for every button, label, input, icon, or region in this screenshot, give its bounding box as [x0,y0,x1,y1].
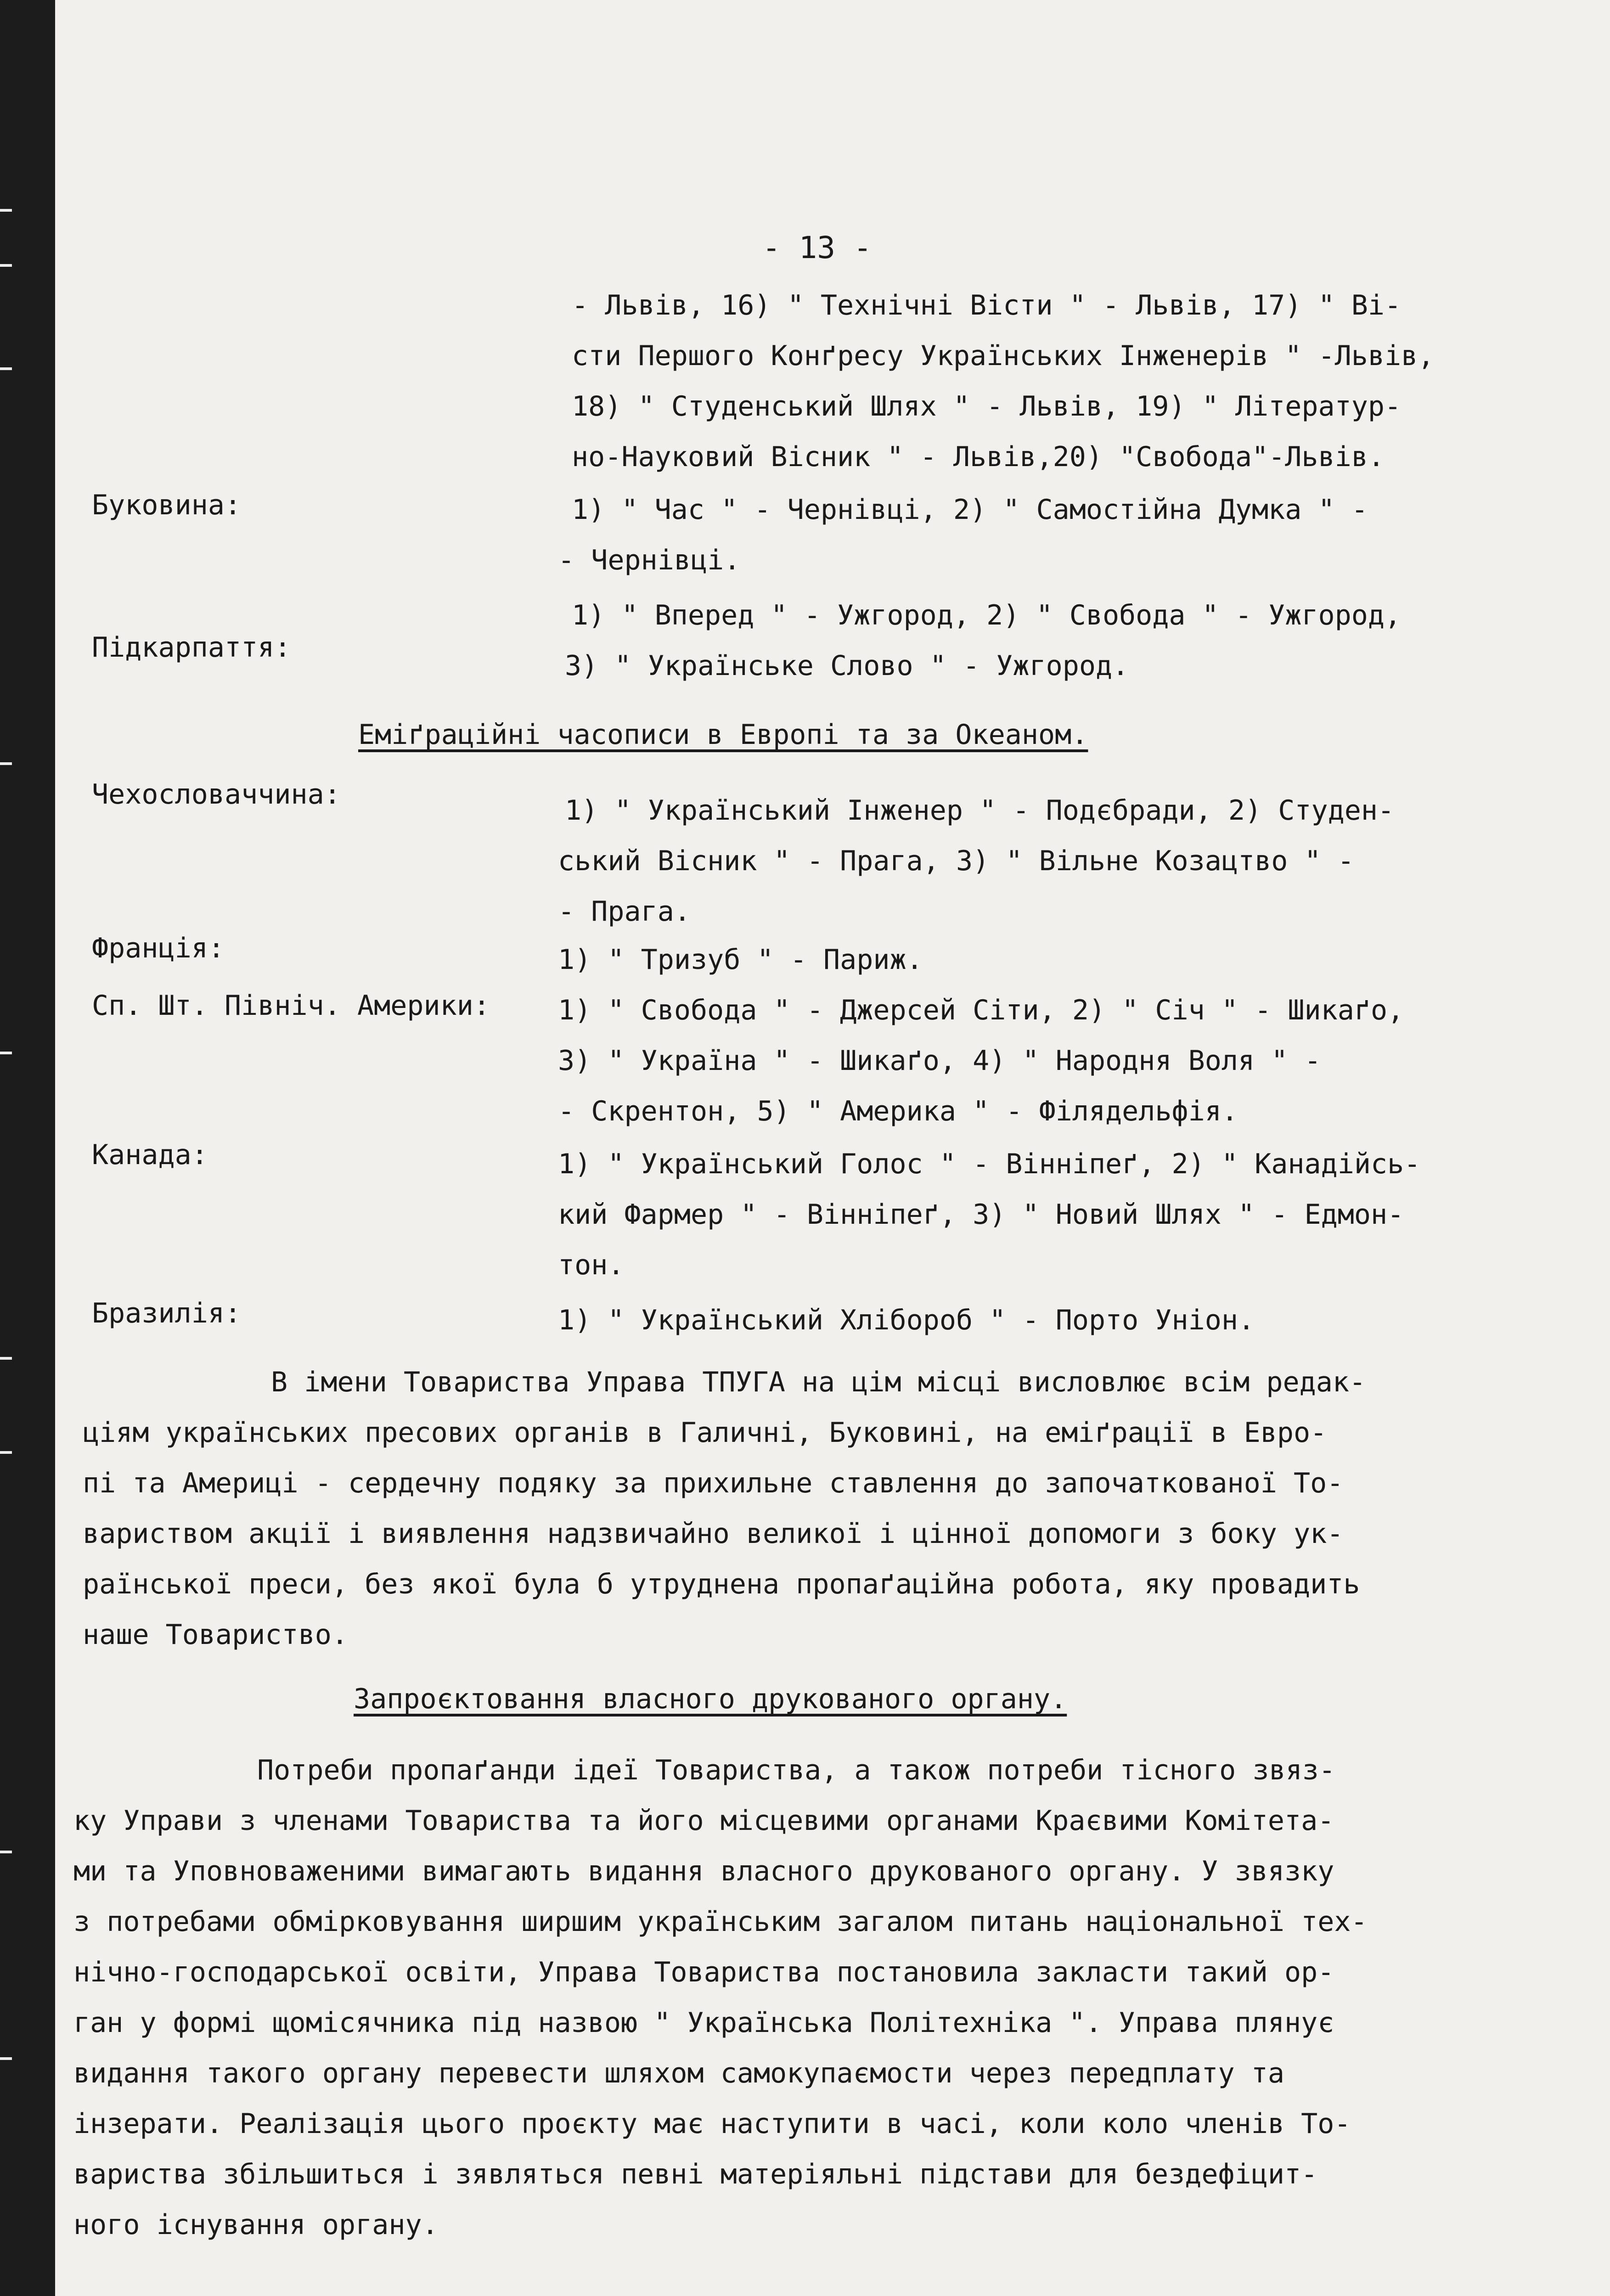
text-line: ський Вісник " - Прага, 3) " Вільне Козацтво " - [558,845,1354,877]
text-line: 1) " Свобода " - Джерсей Сіти, 2) " Січ " - Шикаґо, [558,994,1404,1026]
paragraph-line: Потреби пропаґанди ідеї Товариства, а також потреби тісного звяз- [257,1754,1335,1786]
edge-mark [0,367,12,370]
paragraph-line: з потребами обмірковування ширшим українським загалом питань національної тех- [73,1906,1368,1938]
country-label-france: Франція: [92,932,225,964]
text-line: 18) " Студенський Шлях " - Львів, 19) " Літератур- [572,390,1402,422]
paragraph-line: видання такого органу перевести шляхом самокупаємости через передплату та [73,2057,1284,2089]
edge-mark [0,1052,12,1054]
country-label-canada: Канада: [92,1139,208,1171]
edge-mark [0,2057,12,2060]
text-line: кий Фармер " - Вінніпеґ, 3) " Новий Шлях " - Едмон- [558,1199,1404,1231]
paragraph-line: наше Товариство. [83,1619,348,1651]
text-line: 1) " Український Хлібороб " - Порто Уніон. [558,1304,1255,1336]
paragraph-line: ми та Уповноваженими вимагають видання власного друкованого органу. У звязку [73,1855,1334,1887]
text-line: 1) " Час " - Чернівці, 2) " Самостійна Думка " - [572,494,1368,526]
text-line: 1) " Вперед " - Ужгород, 2) " Свобода " - Ужгород, [572,599,1402,631]
text-line: - Прага. [558,895,691,928]
text-line: 3) " Україна " - Шикаґо, 4) " Народня Воля " - [558,1045,1321,1077]
country-label-czechoslovakia: Чехословаччина: [92,778,341,810]
page-number: - 13 - [762,230,872,265]
paragraph-line: вариства збільшиться і зявляться певні матеріяльні підстави для бездефіцит- [73,2158,1318,2190]
section-heading-emigration: Еміґраційні часописи в Европі та за Океаном. [358,719,1088,751]
paragraph-line: ного існування органу. [73,2209,439,2241]
text-line: - Львів, 16) " Технічні Вісти " - Львів, 17) " Ві- [572,289,1402,321]
paragraph-line: В імени Товариства Управа ТПУГА на цім місці висловлює всім редак- [271,1366,1366,1398]
text-line: сти Першого Конґресу Українських Інженерів " -Львів, [572,340,1435,372]
edge-mark [0,1357,12,1360]
paragraph-line: пі та Америці - сердечну подяку за прихильне ставлення до започаткованої То- [83,1467,1344,1499]
paragraph-line: ціям українських пресових органів в Галичні, Буковині, на еміґрації в Евро- [83,1417,1327,1449]
text-line: 1) " Український Голос " - Вінніпеґ, 2) " Канадійсь- [558,1148,1421,1180]
text-line: но-Науковий Вісник " - Львів,20) "Свобода"-Львів. [572,441,1385,473]
region-label-bukovyna: Буковина: [92,489,242,521]
paragraph-line: вариством акції і виявлення надзвичайно великої і цінної допомоги з боку ук- [83,1518,1344,1550]
edge-mark [0,1851,12,1853]
region-label-pidkarpattia: Підкарпаття: [92,631,291,664]
paragraph-line: інзерати. Реалізація цього проєкту має наступити в часі, коли коло членів То- [73,2108,1351,2140]
paragraph-line: ку Управи з членами Товариства та його місцевими органами Краєвими Комітета- [73,1805,1334,1837]
country-label-usa: Сп. Шт. Північ. Америки: [92,990,490,1022]
text-line: - Чернівці. [558,544,741,576]
text-line: 3) " Українське Слово " - Ужгород. [565,650,1129,682]
text-line: 1) " Тризуб " - Париж. [558,944,923,976]
paragraph-line: раїнської преси, без якої була б утруднена пропаґаційна робота, яку провадить [83,1568,1360,1600]
paragraph-line: нічно-господарської освіти, Управа Товариства постановила закласти такий ор- [73,1956,1334,1988]
paragraph-line: ган у формі щомісячника під назвою " Українська Політехніка ". Управа плянує [73,2007,1334,2039]
edge-mark [0,209,12,212]
section-heading-organ: Запроєктовання власного друкованого органу. [354,1683,1067,1715]
edge-mark [0,264,12,267]
country-label-brazil: Бразилія: [92,1297,242,1329]
text-line: тон. [558,1249,625,1281]
text-line: - Скрентон, 5) " Америка " - Філядельфія. [558,1095,1238,1127]
text-line: 1) " Український Інженер " - Подєбради, 2) Студен- [565,794,1395,827]
edge-mark [0,762,12,765]
edge-mark [0,1451,12,1454]
